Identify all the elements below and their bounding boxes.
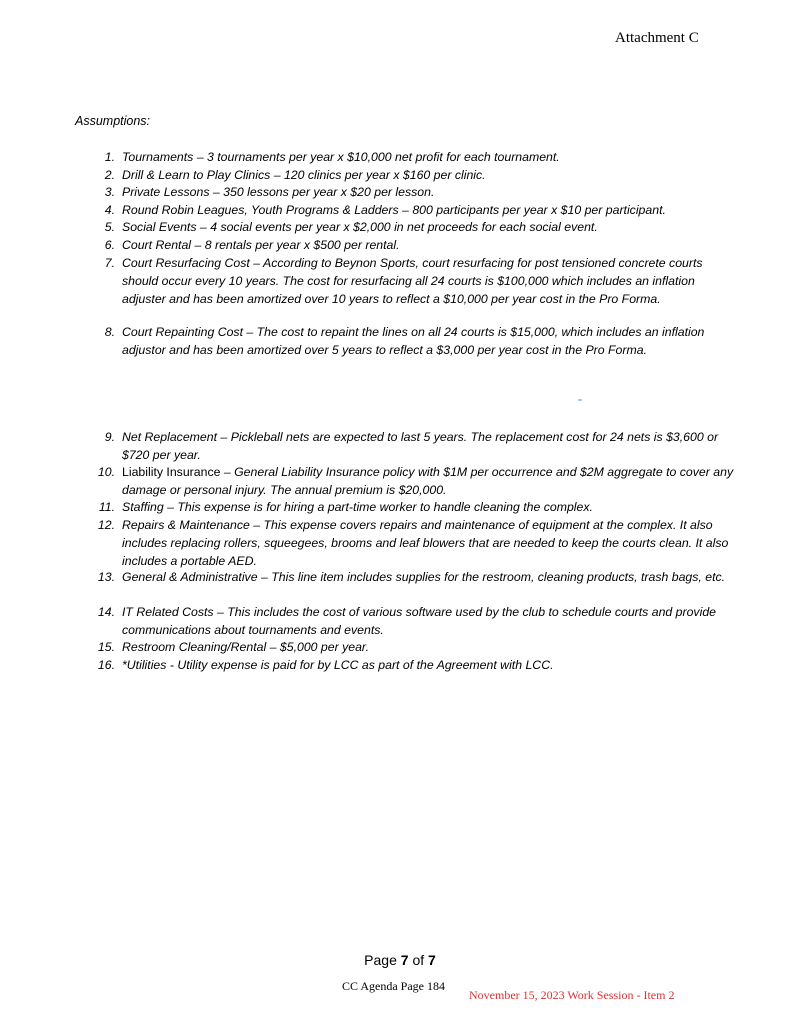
item-term: Round Robin Leagues, Youth Programs & Ladders [122, 203, 399, 217]
list-item [95, 428, 735, 464]
item-description: – The cost to repaint the lines on all 24 courts is $15,000, which includes an inflation adjustor and has been amortized over 5 years to reflect a $3,000 per year cost in the Pro Forma. [122, 325, 705, 357]
item-description: – 350 lessons per year x $20 per lesson. [209, 185, 435, 199]
page-of: of [408, 952, 429, 968]
item-term: Drill & Learn to Play Clinics [122, 168, 271, 182]
item-description: – 3 tournaments per year x $10,000 net profit for each tournament. [193, 150, 560, 164]
item-number: 2. [104, 168, 115, 182]
item-number: 9. [104, 430, 115, 444]
page-total: 7 [428, 952, 436, 968]
item-number: 1. [104, 150, 115, 164]
item-number: 15. [97, 640, 115, 654]
item-number: 8. [104, 325, 115, 339]
list-item [95, 254, 735, 308]
item-term: Net Replacement [122, 430, 218, 444]
page-prefix: Page [364, 952, 401, 968]
list-item [95, 568, 735, 586]
item-term: Court Repainting Cost [122, 325, 243, 339]
item-number: 16. [97, 658, 115, 672]
stray-mark [578, 399, 582, 401]
list-item [95, 463, 735, 499]
item-term: Private Lessons [122, 185, 210, 199]
item-number: 5. [104, 220, 115, 234]
list-item [95, 638, 735, 656]
item-term: IT Related Costs [122, 605, 214, 619]
list-item [95, 201, 735, 219]
item-number: 10. [97, 465, 115, 479]
list-item [95, 148, 735, 166]
item-description: – According to Beynon Sports, court resurfacing for post tensioned concrete courts should occur every 10 years. The cost for resurfacing all 24 courts is $100,000 which includes an inflation adjuster and has been amortized over 10 years to reflect a $10,000 per year cost in the Pro Forma. [122, 256, 703, 306]
item-description: – Pickleball nets are expected to last 5 years. The replacement cost for 24 nets is $3,600 or $720 per year. [122, 430, 719, 462]
item-term: Liability Insurance [122, 465, 221, 479]
item-description: – $5,000 per year. [266, 640, 369, 654]
item-description: – This line item includes supplies for the restroom, cleaning products, trash bags, etc. [257, 570, 726, 584]
item-description: – 800 participants per year x $10 per participant. [398, 203, 666, 217]
item-description: – 8 rentals per year x $500 per rental. [191, 238, 400, 252]
list-item [95, 218, 735, 236]
item-term: Court Rental [122, 238, 192, 252]
list-item [95, 323, 735, 359]
list-item [95, 183, 735, 201]
item-description: – This expense is for hiring a part-time worker to handle cleaning the complex. [163, 500, 593, 514]
item-description: – This includes the cost of various software used by the club to schedule courts and provide communications about tournaments and events. [122, 605, 716, 637]
item-term: Tournaments [122, 150, 194, 164]
list-item [95, 498, 735, 516]
item-number: 7. [104, 256, 115, 270]
work-session-label: November 15, 2023 Work Session - Item 2 [469, 988, 675, 1002]
page-current: 7 [400, 952, 409, 968]
list-item [95, 603, 735, 639]
list-item [95, 236, 735, 254]
item-term: Repairs & Maintenance [122, 518, 250, 532]
item-number: 6. [104, 238, 115, 252]
item-description: – This expense covers repairs and maintenance of equipment at the complex. It also includes replacing rollers, squeegees, brooms and leaf blowers that are needed to keep the courts clean. It also includes a portable AED. [122, 518, 729, 568]
assumptions-heading: Assumptions: [75, 114, 151, 128]
item-term: *Utilities [122, 658, 167, 672]
item-number: 12. [97, 518, 115, 532]
agenda-page-label: CC Agenda Page 184 [342, 979, 445, 993]
item-number: 3. [104, 185, 115, 199]
item-description: – 120 clinics per year x $160 per clinic. [270, 168, 486, 182]
item-number: 13. [97, 570, 115, 584]
list-item [95, 516, 735, 570]
item-term: General & Administrative [122, 570, 258, 584]
item-number: 14. [97, 605, 115, 619]
item-term: Social Events [122, 220, 197, 234]
list-item [95, 166, 735, 184]
item-number: 11. [98, 500, 115, 514]
item-number: 4. [104, 203, 115, 217]
attachment-label: Attachment C [615, 30, 699, 46]
item-description: - Utility expense is paid for by LCC as part of the Agreement with LCC. [166, 658, 554, 672]
item-description: – 4 social events per year x $2,000 in net proceeds for each social event. [196, 220, 598, 234]
page-number [0, 952, 800, 968]
list-item [95, 656, 735, 674]
item-term: Restroom Cleaning/Rental [122, 640, 267, 654]
item-term: Staffing [122, 500, 164, 514]
item-term: Court Resurfacing Cost [122, 256, 250, 270]
item-description: – General Liability Insurance policy with $1M per occurrence and $2M aggregate to cover any damage or personal injury. The annual premium is $20,000. [122, 465, 734, 497]
